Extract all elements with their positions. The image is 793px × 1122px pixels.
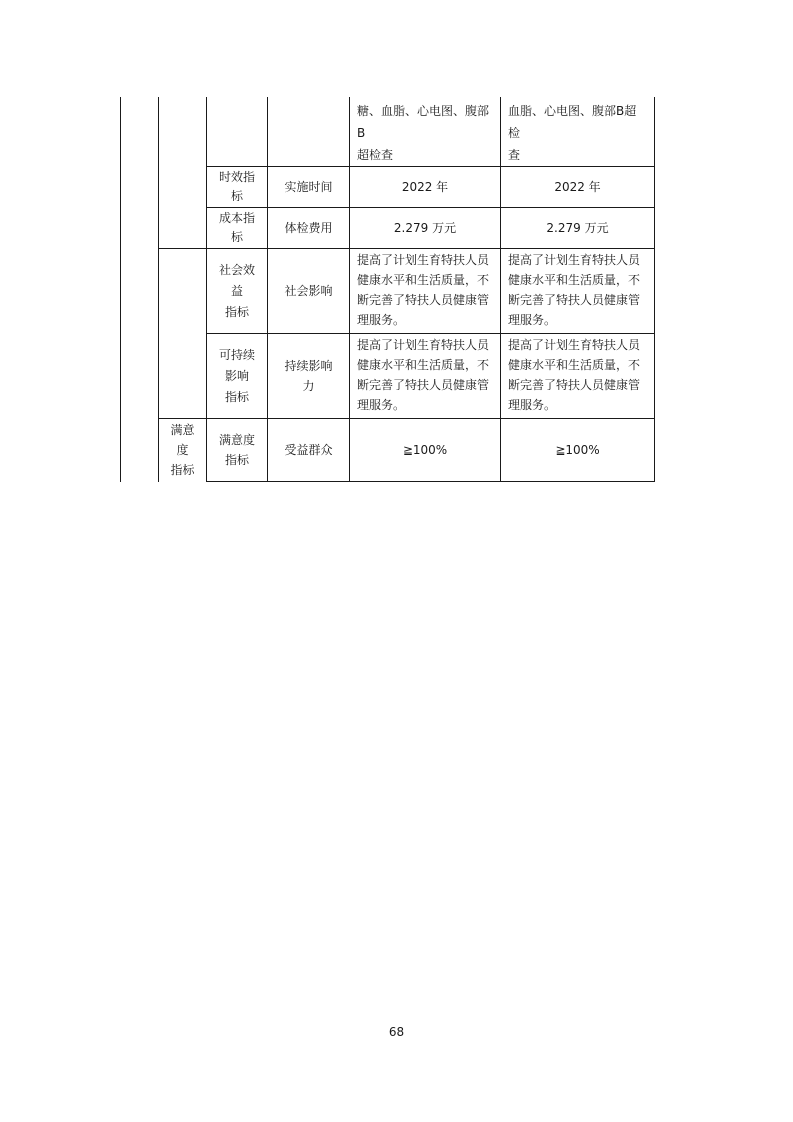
social-category: 社会效 益 指标 (218, 262, 255, 319)
sustain-target-cell (350, 334, 500, 418)
satisfaction-indicator: 受益群众 (284, 443, 333, 457)
cost-category: 成本指 标 (218, 211, 255, 244)
timeliness-target: 2022 年 (401, 180, 449, 194)
timeliness-actual-cell (501, 167, 654, 207)
cost-target: 2.279 万元 (393, 221, 457, 235)
satisfaction-indicator-cell (268, 419, 349, 481)
social-target: 提高了计划生育特扶人员健康水平和生活质量，不断完善了特扶人员健康管理服务。 (357, 253, 490, 327)
exam-items-actual: 血脂、心电图、腹部B超检 查 (508, 104, 637, 162)
cost-actual-cell (501, 208, 654, 248)
sustain-category-cell (207, 334, 267, 418)
table-border-right (654, 97, 655, 482)
cost-indicator: 体检费用 (284, 221, 333, 235)
satisfaction-actual-cell (501, 419, 654, 481)
satisfaction-level2-cell (159, 419, 206, 481)
sustain-actual: 提高了计划生育特扶人员健康水平和生活质量，不断完善了特扶人员健康管理服务。 (508, 338, 641, 412)
satisfaction-category-cell (207, 419, 267, 481)
social-indicator: 社会影响 (284, 284, 333, 298)
cost-category-cell (207, 208, 267, 248)
page-number: 68 (388, 1025, 405, 1039)
cost-target-cell (350, 208, 500, 248)
exam-items-actual-cell (501, 98, 654, 166)
sustain-indicator-cell (268, 334, 349, 418)
exam-items-target: 糖、血脂、心电图、腹部B 超检查 (357, 104, 490, 162)
timeliness-actual: 2022 年 (554, 180, 601, 194)
table-border-left (120, 97, 121, 482)
timeliness-category-cell (207, 167, 267, 207)
satisfaction-category: 满意度 指标 (218, 433, 255, 467)
cost-actual: 2.279 万元 (546, 221, 609, 235)
social-actual-cell (501, 249, 654, 333)
timeliness-target-cell (350, 167, 500, 207)
timeliness-category: 时效指 标 (218, 170, 255, 203)
sustain-actual-cell (501, 334, 654, 418)
satisfaction-target-cell (350, 419, 500, 481)
sustain-category: 可持续 影响 指标 (218, 347, 255, 404)
table-border-bottom (206, 481, 655, 482)
cost-indicator-cell (268, 208, 349, 248)
social-actual: 提高了计划生育特扶人员健康水平和生活质量，不断完善了特扶人员健康管理服务。 (508, 253, 641, 327)
satisfaction-level2: 满意 度 指标 (170, 423, 195, 477)
timeliness-indicator: 实施时间 (284, 180, 333, 194)
satisfaction-actual: ≧100% (555, 443, 600, 457)
timeliness-indicator-cell (268, 167, 349, 207)
satisfaction-target: ≧100% (402, 443, 448, 457)
social-target-cell (350, 249, 500, 333)
sustain-target: 提高了计划生育特扶人员健康水平和生活质量，不断完善了特扶人员健康管理服务。 (357, 338, 490, 412)
social-indicator-cell (268, 249, 349, 333)
sustain-indicator: 持续影响 力 (284, 359, 333, 393)
social-category-cell (207, 249, 267, 333)
exam-items-target-cell (350, 98, 500, 166)
